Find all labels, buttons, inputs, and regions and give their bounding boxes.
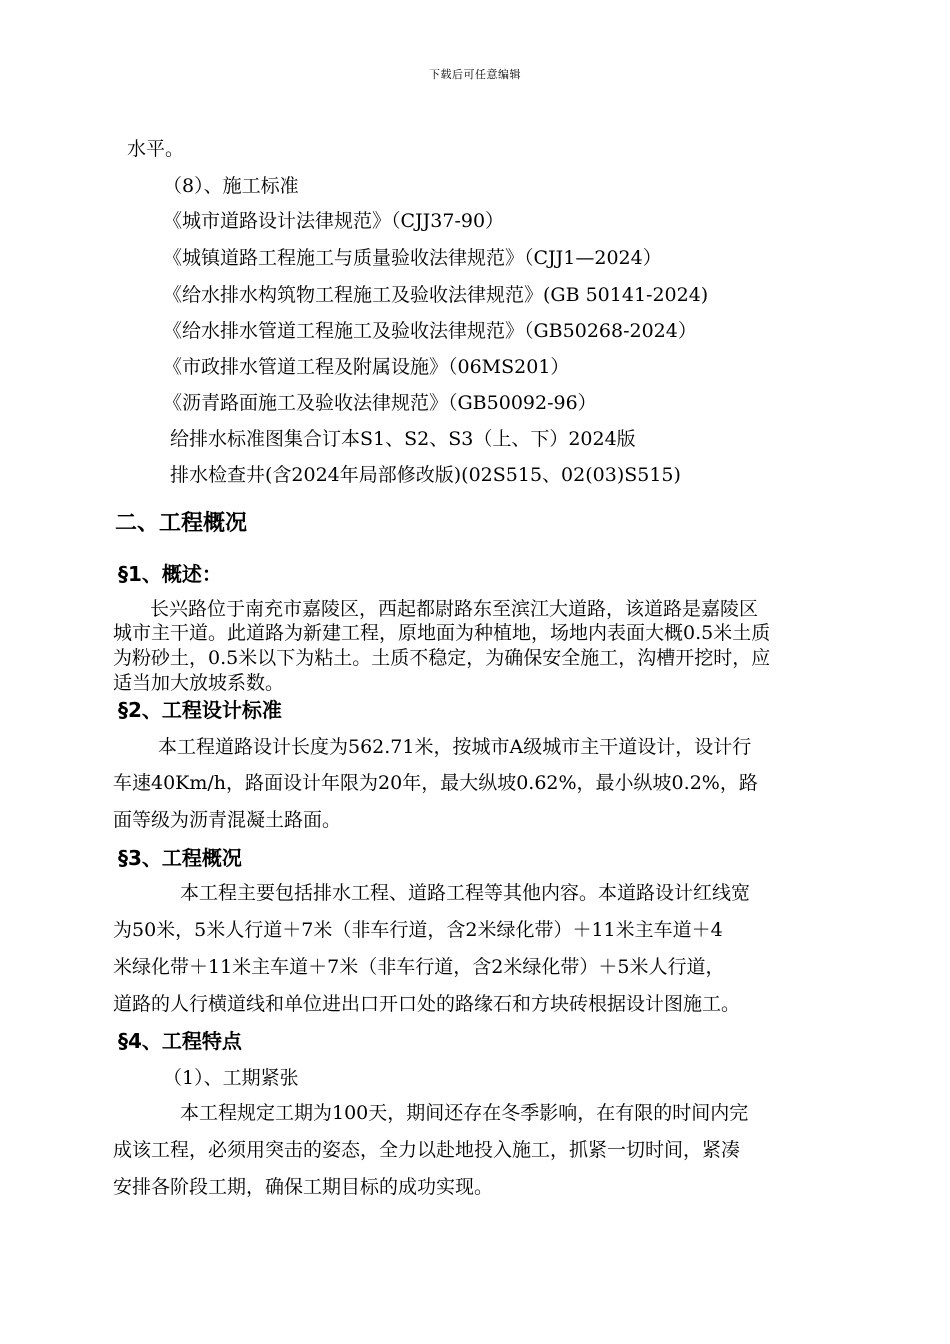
paragraph-line: 安排各阶段工期，确保工期目标的成功实现。 <box>113 1176 494 1198</box>
paragraph-line: 本工程规定工期为100天，期间还存在冬季影响，在有限的时间内完 <box>180 1102 749 1124</box>
paragraph-line: 车速40Km/h，路面设计年限为20年，最大纵坡0.62%，最小纵坡0.2%，路 <box>113 772 758 794</box>
continuation-text: 水平。 <box>127 138 185 160</box>
section-title-3: §3、工程概况 <box>118 846 242 870</box>
section-title-4: §4、工程特点 <box>118 1029 242 1053</box>
section-title-2: §2、工程设计标准 <box>118 698 282 722</box>
standard-item: 《沥青路面施工及验收法律规范》（GB50092-96） <box>163 392 597 414</box>
paragraph-line: 面等级为沥青混凝土路面。 <box>113 809 342 831</box>
chapter-title: 二、工程概况 <box>115 511 248 536</box>
paragraph-line: 适当加大放坡系数。 <box>113 672 285 694</box>
standards-heading: （8）、施工标准 <box>163 175 299 197</box>
standard-item: 《城市道路设计法律规范》（CJJ37-90） <box>163 210 505 232</box>
paragraph-line: 成该工程，必须用突击的姿态，全力以赴地投入施工，抓紧一切时间，紧凑 <box>113 1139 741 1161</box>
paragraph-line: 本工程道路设计长度为562.71米，按城市A级城市主干道设计，设计行 <box>158 736 752 758</box>
page-header: 下载后可任意编辑 <box>429 68 521 81</box>
standard-item: 《市政排水管道工程及附属设施》（06MS201） <box>163 356 570 378</box>
standard-item: 给排水标准图集合订本S1、S2、S3（上、下）2024版 <box>170 428 636 450</box>
paragraph-line: 城市主干道。此道路为新建工程，原地面为种植地，场地内表面大概0.5米土质 <box>113 622 771 644</box>
paragraph-line: 道路的人行横道线和单位进出口开口处的路缘石和方块砖根据设计图施工。 <box>113 993 741 1015</box>
standard-item: 《城镇道路工程施工与质量验收法律规范》（CJJ1—2024） <box>163 247 662 269</box>
standard-item: 《给水排水管道工程施工及验收法律规范》（GB50268-2024） <box>163 320 697 342</box>
section-title-1: §1、概述： <box>118 562 222 586</box>
sub-heading: （1）、工期紧张 <box>163 1067 299 1089</box>
paragraph-line: 本工程主要包括排水工程、道路工程等其他内容。本道路设计红线宽 <box>180 882 751 904</box>
standard-item: 《给水排水构筑物工程施工及验收法律规范》(GB 50141-2024) <box>163 284 709 306</box>
paragraph-line: 为50米，5米人行道＋7米（非车行道，含2米绿化带）＋11米主车道＋4 <box>113 919 723 941</box>
paragraph-line: 为粉砂土，0.5米以下为粘土。土质不稳定，为确保安全施工，沟槽开挖时，应 <box>113 647 771 669</box>
standard-item: 排水检查井(含2024年局部修改版)(02S515、02(03)S515) <box>170 464 681 486</box>
paragraph-line: 米绿化带＋11米主车道＋7米（非车行道，含2米绿化带）＋5米人行道， <box>113 956 725 978</box>
paragraph-line: 长兴路位于南充市嘉陵区，西起都尉路东至滨江大道路，该道路是嘉陵区 <box>150 598 759 620</box>
